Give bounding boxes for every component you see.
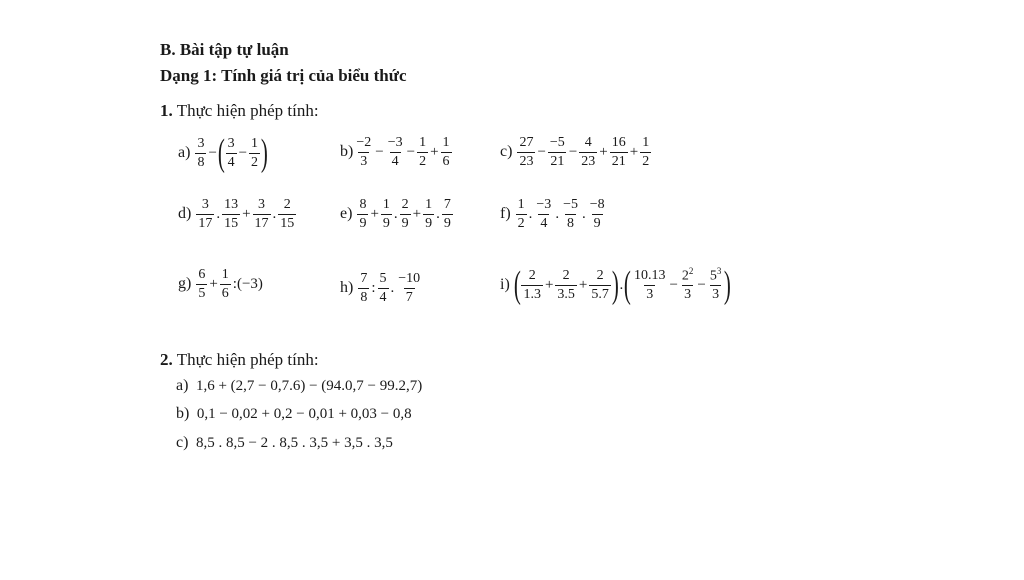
q1-heading [160, 101, 319, 121]
q1-item-a [178, 134, 268, 172]
numerator: 3 [227, 136, 235, 151]
operator: + [209, 275, 218, 292]
numerator: 2 [562, 268, 570, 283]
denominator: 9 [382, 215, 390, 231]
denominator: 15 [224, 215, 239, 231]
item-label: a) [178, 144, 191, 161]
q2-item-b [176, 405, 412, 423]
numerator: −3 [536, 197, 552, 212]
item-expression: 0,1 − 0,02 + 0,2 − 0,01 + 0,03 − 0,8 [196, 406, 412, 422]
denominator: 6 [442, 153, 450, 169]
numerator: 1 [419, 135, 427, 150]
base: 5 [709, 268, 717, 284]
operator: + [412, 205, 422, 222]
denominator: 15 [280, 215, 295, 231]
denominator: 2 [251, 154, 259, 170]
numerator [680, 266, 696, 285]
operator: : [371, 279, 376, 296]
denominator: 2 [517, 215, 525, 231]
denominator: 6 [221, 285, 229, 301]
q2-item-c [176, 434, 393, 452]
denominator: 5.7 [591, 286, 609, 302]
item-label: i) [500, 276, 510, 293]
numerator: 1 [425, 197, 433, 212]
numerator: 10.13 [633, 268, 666, 283]
denominator: 5 [198, 285, 206, 301]
q1-item-g [178, 266, 264, 302]
paren-close: ) [611, 264, 619, 306]
exponent: 2 [688, 266, 694, 277]
numerator: 3 [201, 197, 209, 212]
operator: . [216, 205, 221, 222]
numerator: −10 [398, 271, 421, 286]
item-label: b) [340, 143, 354, 160]
q1-item-d [178, 196, 297, 232]
base: 2 [681, 268, 689, 284]
denominator: 21 [550, 153, 565, 169]
operator: + [629, 143, 639, 160]
q2-text: Thực hiện phép tính: [176, 350, 319, 369]
numerator: 6 [198, 267, 206, 282]
paren-close: ) [260, 132, 268, 174]
denominator: 8 [360, 289, 368, 305]
numerator: −5 [563, 197, 578, 212]
item-label: h) [340, 279, 354, 296]
operator: − [375, 143, 384, 160]
denominator: 4 [379, 289, 387, 305]
item-label: f) [500, 205, 511, 222]
operator: . [390, 279, 395, 296]
denominator: 8 [567, 215, 575, 231]
item-label: c) [500, 143, 513, 160]
numerator: 7 [360, 271, 368, 286]
numerator: −2 [356, 135, 372, 150]
operator: + [242, 205, 251, 222]
numerator: 1 [221, 267, 229, 282]
numerator: 1 [382, 197, 390, 212]
exponent: 3 [716, 266, 722, 277]
numerator: 1 [517, 197, 525, 212]
numerator: 1 [251, 136, 259, 151]
operator: + [430, 143, 439, 160]
operator: . [619, 276, 624, 293]
q2-item-a [176, 377, 422, 395]
denominator: 7 [405, 289, 413, 305]
denominator: 4 [227, 154, 235, 170]
operator: − [238, 144, 248, 161]
form-title: Dạng 1: Tính giá trị của biểu thức [160, 66, 407, 85]
item-label: b) [176, 405, 190, 422]
numerator: 4 [584, 135, 592, 150]
numerator: −3 [387, 135, 403, 150]
operator: + [578, 276, 588, 293]
operator: . [528, 205, 533, 222]
denominator: 21 [611, 153, 626, 169]
numerator: 3 [197, 136, 205, 151]
numerator: 27 [519, 135, 534, 150]
numerator: 1 [642, 135, 650, 150]
numerator: 5 [379, 271, 387, 286]
item-label: a) [176, 377, 189, 394]
operator: . [393, 205, 398, 222]
q1-item-f [500, 196, 608, 232]
paren-open: ( [513, 264, 521, 306]
operator: . [436, 205, 440, 222]
item-label: g) [178, 275, 192, 292]
denominator: 9 [401, 215, 409, 231]
q1-item-h [340, 270, 423, 306]
denominator: 9 [593, 215, 601, 231]
q2-heading [160, 350, 319, 370]
numerator: −8 [589, 197, 605, 212]
paren-open: ( [624, 264, 632, 306]
numerator: 2 [283, 197, 291, 212]
paren-open: ( [217, 132, 225, 174]
numerator: 2 [528, 268, 536, 283]
denominator: 23 [519, 153, 534, 169]
item-label: e) [340, 205, 353, 222]
operator: − [697, 276, 706, 293]
denominator: 9 [443, 215, 451, 231]
operator: + [599, 143, 608, 160]
denominator: 3 [684, 287, 692, 303]
paren-close: ) [724, 264, 732, 306]
denominator: 3 [712, 287, 720, 303]
operator: − [406, 143, 416, 160]
q2-number: 2. [160, 350, 173, 369]
numerator: 16 [611, 135, 626, 150]
operator: . [555, 205, 560, 222]
operator: − [568, 143, 578, 160]
numerator: 7 [443, 197, 451, 212]
numerator: 3 [258, 197, 266, 212]
q1-item-b [340, 134, 453, 170]
operator: − [537, 143, 546, 160]
numerator: 1 [442, 135, 450, 150]
q1-item-e [340, 196, 454, 232]
operator: − [208, 144, 217, 161]
item-expression: 8,5 . 8,5 − 2 . 8,5 . 3,5 + 3,5 . 3,5 [195, 435, 393, 451]
denominator: 3 [360, 153, 368, 169]
denominator: 23 [581, 153, 596, 169]
numerator: 2 [596, 268, 604, 283]
item-label: d) [178, 205, 192, 222]
operator: + [370, 205, 379, 222]
operator: . [581, 205, 586, 222]
numerator: 2 [401, 197, 409, 212]
item-expression: 1,6 + (2,7 − 0,7.6) − (94.0,7 − 99.2,7) [195, 378, 423, 394]
q1-item-c [500, 134, 652, 170]
denominator: 9 [425, 215, 433, 231]
q1-number: 1. [160, 101, 173, 120]
denominator: 4 [540, 215, 548, 231]
numerator [708, 266, 724, 285]
denominator: 1.3 [523, 286, 541, 302]
item-label: c) [176, 434, 189, 451]
denominator: 17 [198, 215, 213, 231]
operator: − [669, 276, 678, 293]
operator: . [272, 205, 277, 222]
q1-item-i [500, 266, 731, 304]
denominator: 4 [391, 153, 399, 169]
section-title: B. Bài tập tự luận [160, 40, 289, 59]
numerator: 13 [224, 197, 239, 212]
denominator: 9 [359, 215, 367, 231]
denominator: 2 [642, 153, 650, 169]
denominator: 3 [646, 286, 654, 302]
numerator: 8 [359, 197, 367, 212]
operator-tail: :(−3) [232, 275, 263, 292]
denominator: 17 [254, 215, 269, 231]
q1-text: Thực hiện phép tính: [176, 101, 319, 120]
denominator: 8 [197, 154, 205, 170]
numerator: −5 [549, 135, 565, 150]
denominator: 3.5 [557, 286, 575, 302]
denominator: 2 [419, 153, 427, 169]
operator: + [544, 276, 554, 293]
